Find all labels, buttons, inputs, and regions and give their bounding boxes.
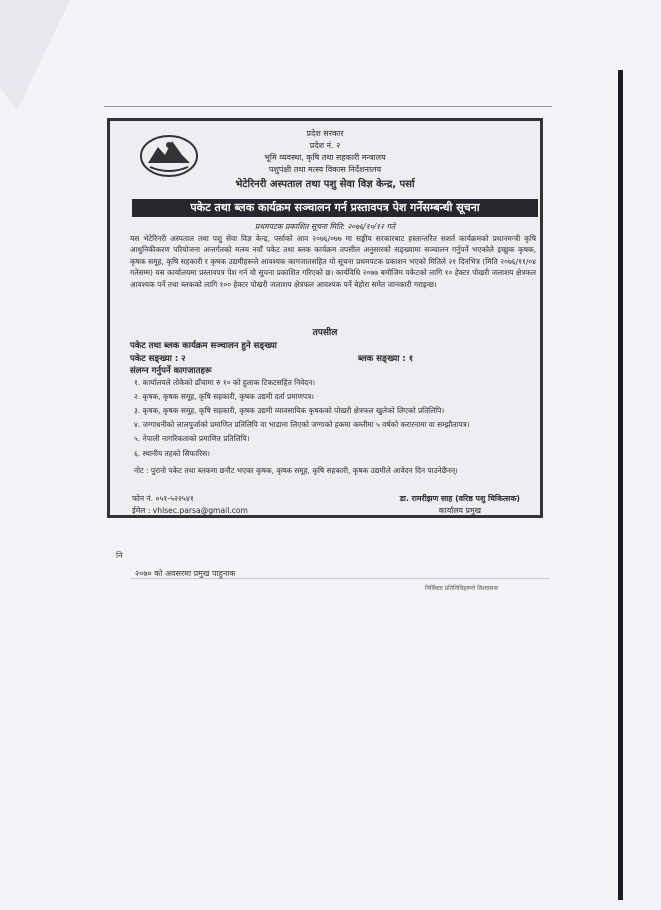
page-edge-shadow [618,70,623,900]
documents-heading: संलग्न गर्नुपर्ने कागजातहरू [130,366,212,376]
list-item: १. कार्यालयले तोकेको ढाँचामा रु १० को हुलाक टिकटसहित निवेदन। [134,378,316,387]
notice-note: नोट : पुरानो पकेट तथा ब्लकमा छनौट भएका कृषक, कृषक समूह, कृषि सहकारी, कृषक उद्यमीले आवेदन दिन पाउनेछैनन्। [134,466,458,475]
list-item: ५. नेपाली नागरिकताको प्रमाणित प्रतिलिपि। [134,434,250,444]
publication-date-note: प्रथमपटक प्रकाशित सूचना मिति: २०७६/१०/१२ गते [254,222,396,231]
header-ministry: भूमि व्यवस्था, कृषि तथा सहकारी मन्त्रालय [264,153,386,162]
contact-info [132,493,248,517]
public-notice [107,118,543,518]
schedule-title: तपसील [312,328,338,338]
header-directorate: पशुपंक्षी तथा मत्स्य विकास निर्देशनालय [268,165,382,174]
signatory [400,493,520,518]
officer-title: कार्यालय प्रमुख [438,506,482,516]
header-government: प्रदेश सरकार [306,129,344,138]
documents-list [134,377,534,462]
header-province: प्रदेश नं. २ [309,141,341,150]
torn-corner [0,0,70,110]
phone-number: फोन नं. ०५१-५२२५४१ [132,494,194,503]
officer-name: डा. रामरीझण साह (वरिष्ठ पशु चिकित्सक) [399,494,520,503]
list-item: ४. जग्गाधनीको लालपुर्जाको प्रमाणित प्रतिलिपि वा भाडामा लिएको जग्गाको हकमा कम्तीमा ५ वर्षको करारनामा वा सम्झौतापत्र। [134,420,470,430]
list-item: २. कृषक, कृषक समूह, कृषि सहकारी, कृषक उद्यमी दर्ता प्रमाणपत्र। [134,392,314,402]
newspaper-fragment-text: २०७० को अवसरमा प्रमुख पाहुनाक [135,569,236,578]
list-item: ६. स्थानीय तहको सिफारिस। [134,448,210,458]
program-count-heading: पकेट तथा ब्लक कार्यक्रम सञ्चालन हुने सङ्ख्या [130,341,277,351]
newspaper-fragment-top [104,106,552,115]
notice-body: यस भेटेरिनरी अस्पताल तथा पशु सेवा विज्ञ केन्द्र, पर्साको आव २०७६/०७७ मा सङ्घीय सरकारबाट हस्तान्तरित सशर्त कार्यक्रमको प्रधानमन्त्री कृषि आधुनिकीकरण परियोजना अन्तर्गतको मत्स्य नयाँ पकेट तथा ब्लक कार्यक्रम तपसील अनुसारको सङ्ख्यामा सञ्चालन गर्नुपर्ने भएकोले इच्छुक कृषक, कृषक समूह, कृषि सहकारी र कृषक उद्यमीहरूले आवश्यक कागजातसहित यो सूचना प्रथमपटक प्रकाशन भएको मितिले २१ दिनभित्र (मिति २०७६/११/०४ गतेसम्म) यस कार्यालयमा प्रस्तावपत्र पेश गर्न यो सूचना प्रकाशित गरिएको छ। कार्यविधि २०७७ बमोजिम पकेटको लागि १० हेक्टर पोखरी जलाशय क्षेत्रफल आवश्यक पर्ने तथा ब्लकको लागि १०० हेक्टर पोखरी जलाशय क्षेत्रफल आवश्यक पर्ने बेहोरा समेत जानकारी गराइन्छ। [130,234,536,289]
email-address: ईमेल : vhlsec.parsa@gmail.com [132,506,248,516]
newspaper-fragment-small: निर्विवाद प्रतिनिधिहरूले विश्वासक [425,585,499,592]
pocket-count: पकेट सङ्ख्या : २ [130,354,186,364]
list-item: ३. कृषक, कृषक समूह, कृषि सहकारी, कृषक उद्यमी व्यावसायिक कृषकको पोखरी क्षेत्रफल खुलेको लिएको प्रतिलिपि। [134,406,445,416]
header-office: भेटेरिनरी अस्पताल तथा पशु सेवा विज्ञ केन्द्र, पर्सा [235,179,415,190]
margin-fragment: नि [116,551,123,560]
notice-title-banner: पकेट तथा ब्लक कार्यक्रम सञ्चालन गर्न प्रस्तावपत्र पेश गर्नेसम्बन्धी सूचना [132,199,538,217]
block-count: ब्लक सङ्ख्या : १ [358,354,414,364]
